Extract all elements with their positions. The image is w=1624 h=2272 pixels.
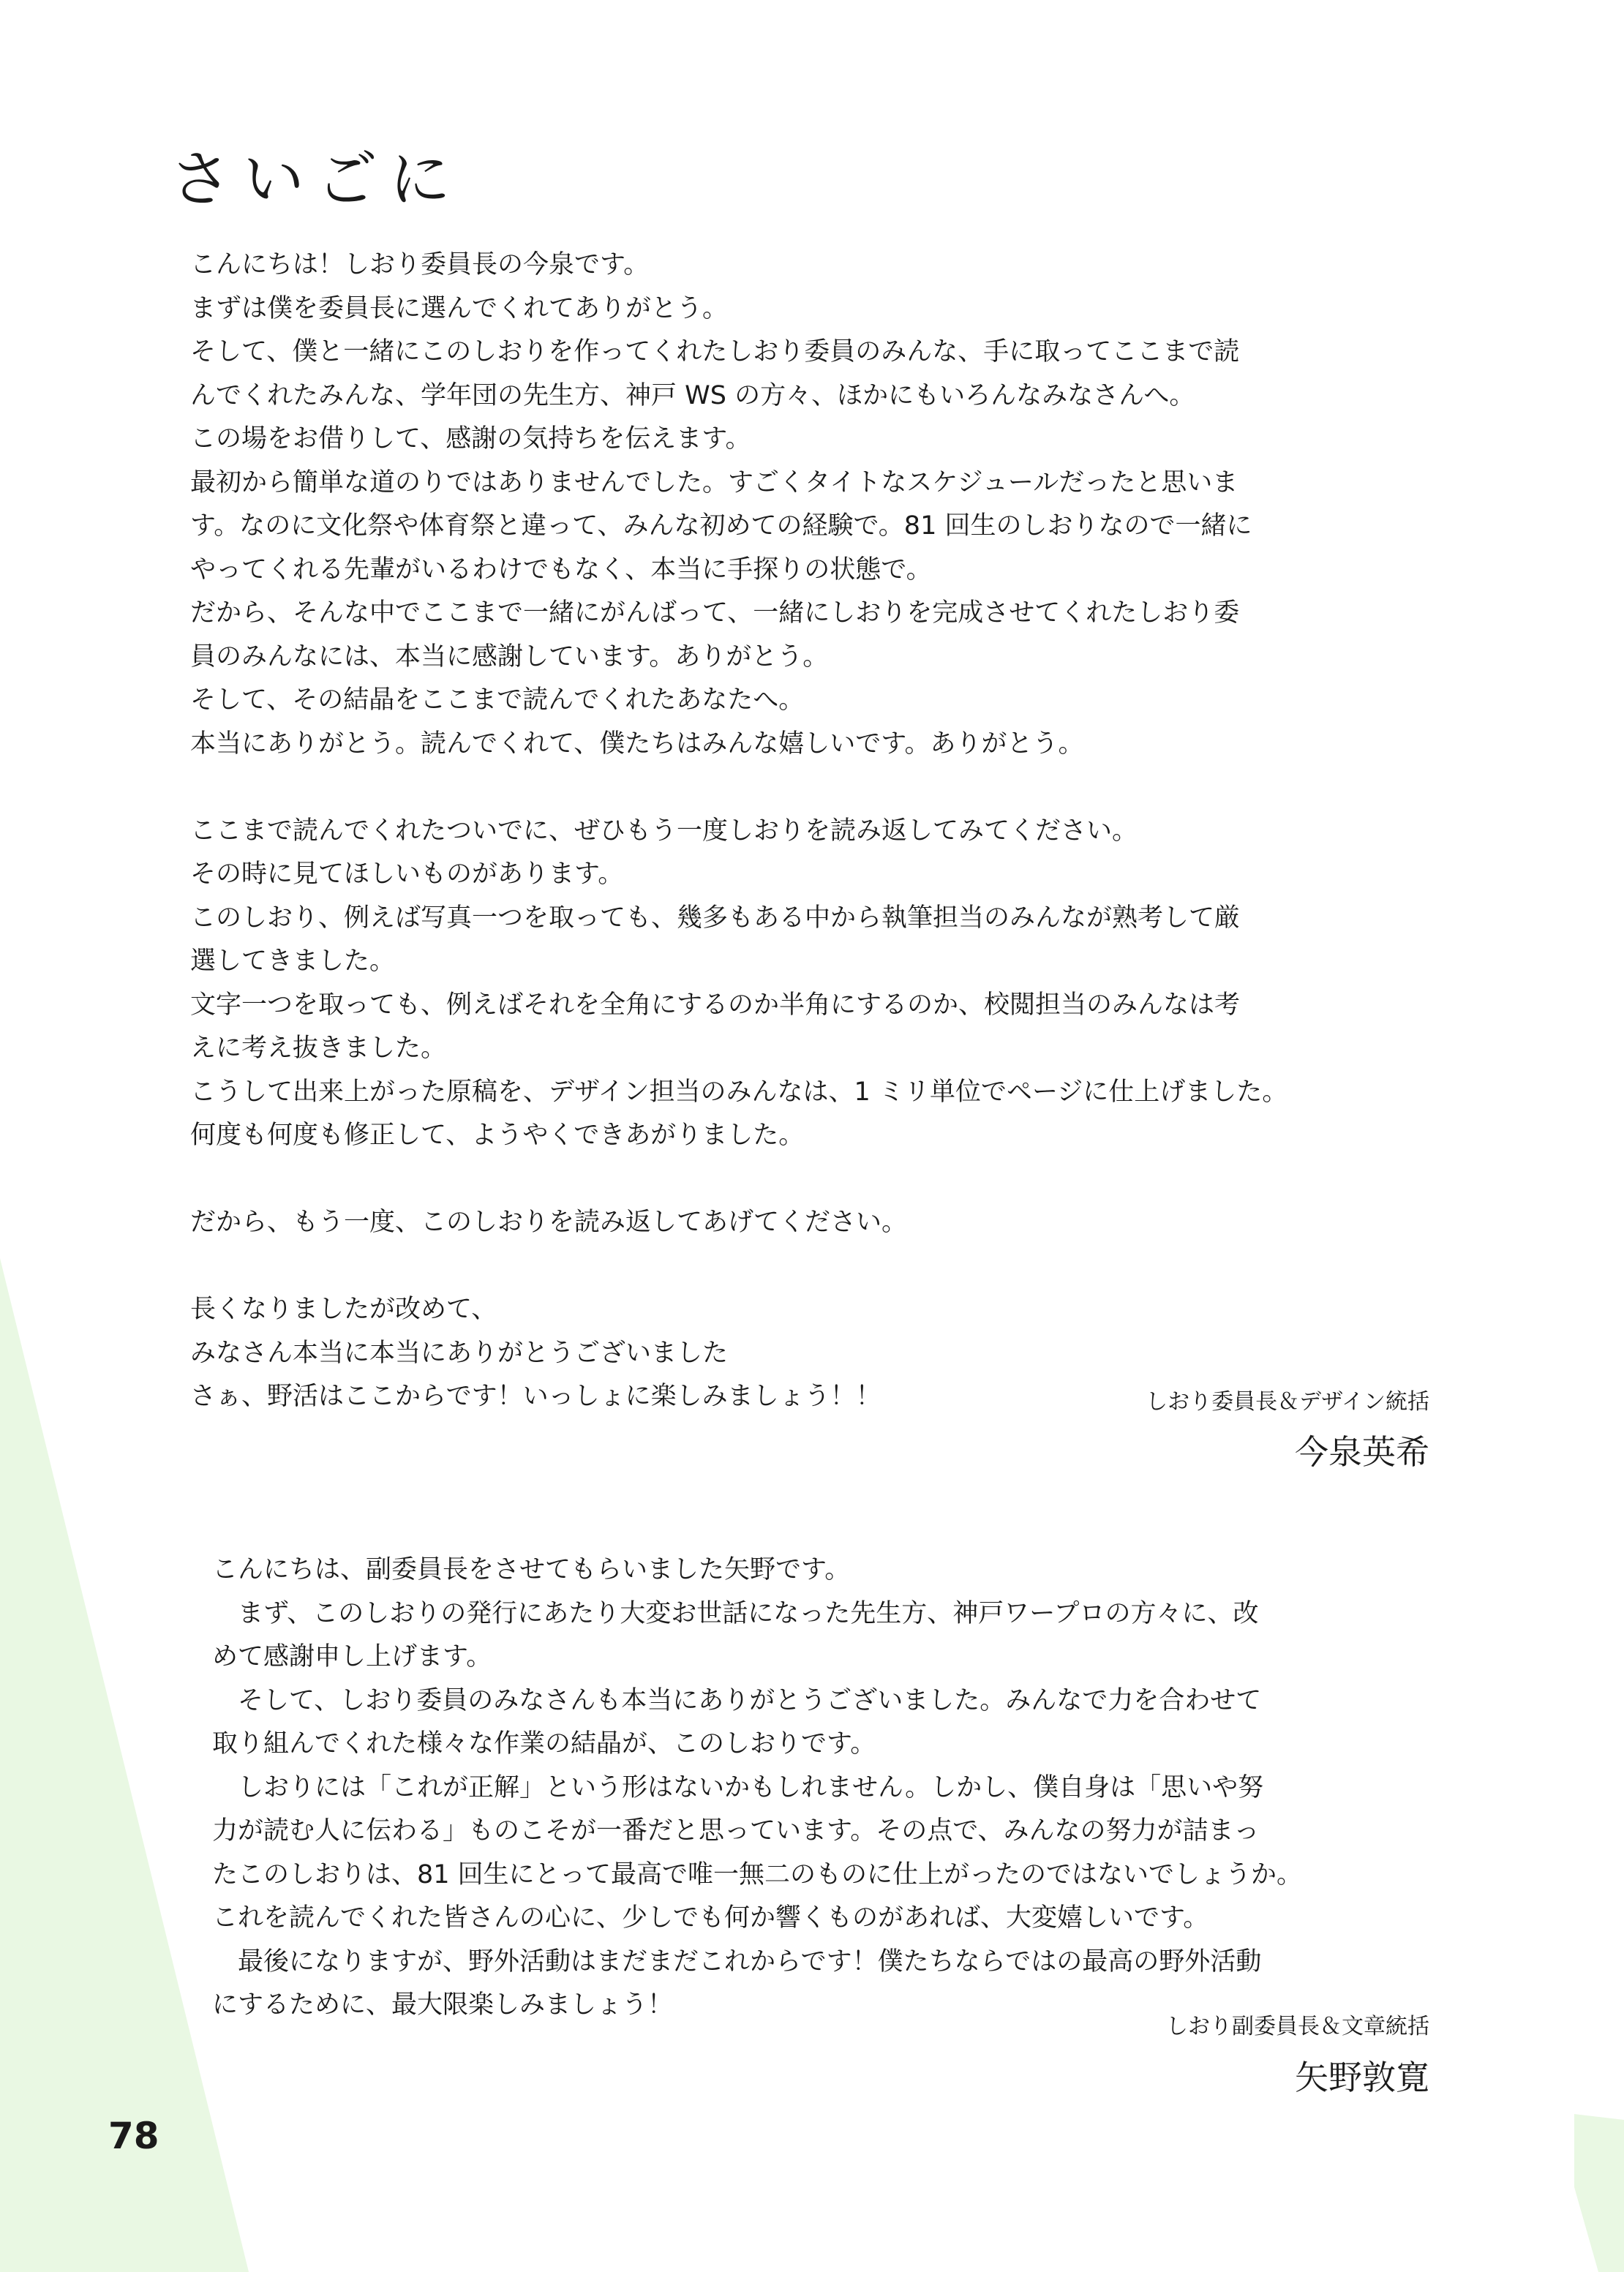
text-line: 何度も何度も修正して、ようやくできあがりました。 xyxy=(190,1121,805,1150)
text-line: この場をお借りして、感謝の気持ちを伝えます。 xyxy=(190,424,751,454)
text-line: そして、その結晶をここまで読んでくれたあなたへ。 xyxy=(190,685,805,715)
text-line: にするために、最大限楽しみましょう！ xyxy=(212,1990,674,2020)
text-line: まずは僕を委員長に選んでくれてありがとう。 xyxy=(190,293,729,323)
text-line: こんにちは！しおり委員長の今泉です。 xyxy=(190,250,650,279)
text-line: こうして出来上がった原稿を、デザイン担当のみんなは、1 ミリ単位でページに仕上げました。 xyxy=(190,1077,1288,1107)
text-line: このしおり、例えば写真一つを取っても、幾多もある中から執筆担当のみんなが熟考して厳 xyxy=(190,903,1241,933)
text-line: 員のみんなには、本当に感謝しています。ありがとう。 xyxy=(190,642,829,672)
signature-name-yano: 矢野敦寛 xyxy=(1295,2058,1429,2097)
signature-role-imaizumi: しおり委員長＆デザイン統括 xyxy=(1146,1389,1429,1415)
page-title: さいごに xyxy=(170,143,463,215)
letter-imaizumi xyxy=(190,244,1287,1419)
page-number: 78 xyxy=(108,2115,159,2157)
blank-line xyxy=(190,766,1287,810)
text-line: さぁ、野活はここからです！いっしょに楽しみましょう！！ xyxy=(190,1382,881,1411)
letter-yano xyxy=(212,1549,1302,2028)
text-line: 最後になりますが、野外活動はまだまだこれからです！僕たちならではの最高の野外活動 xyxy=(212,1946,1262,1976)
text-line: そして、僕と一緒にこのしおりを作ってくれたしおり委員のみんな、手に取ってここまで読 xyxy=(190,337,1240,366)
text-line: これを読んでくれた皆さんの心に、少しでも何か響くものがあれば、大変嬉しいです。 xyxy=(212,1903,1209,1933)
text-line: 本当にありがとう。読んでくれて、僕たちはみんな嬉しいです。ありがとう。 xyxy=(190,729,1084,759)
text-line: たこのしおりは、81 回生にとって最高で唯一無二のものに仕上がったのではないでしょうか。 xyxy=(212,1859,1302,1889)
text-line: しおりには「これが正解」という形はないかもしれません。しかし、僕自身は「思いや努 xyxy=(212,1772,1264,1802)
bottom-right-green-tab xyxy=(1574,2114,1624,2272)
blank-line xyxy=(190,1245,1287,1289)
text-line: 長くなりましたが改めて、 xyxy=(190,1295,497,1324)
signature-role-yano: しおり副委員長＆文章統括 xyxy=(1166,2014,1429,2039)
text-line: だから、そんな中でここまで一緒にがんばって、一緒にしおりを完成させてくれたしおり委 xyxy=(190,598,1240,628)
text-line: やってくれる先輩がいるわけでもなく、本当に手探りの状態で。 xyxy=(190,554,932,584)
text-line: そして、しおり委員のみなさんも本当にありがとうございました。みんなで力を合わせて xyxy=(212,1685,1262,1715)
text-line: みなさん本当に本当にありがとうございました xyxy=(190,1338,729,1368)
text-line: だから、もう一度、このしおりを読み返してあげてください。 xyxy=(190,1208,908,1237)
text-line: その時に見てほしいものがあります。 xyxy=(190,859,624,889)
text-line: 文字一つを取っても、例えばそれを全角にするのか半角にするのか、校閲担当のみんなは考 xyxy=(190,990,1241,1020)
signature-name-imaizumi: 今泉英希 xyxy=(1295,1432,1429,1472)
text-line: めて感謝申し上げます。 xyxy=(212,1642,492,1671)
text-line: 力が読む人に伝わる」ものこそが一番だと思っています。その点で、みんなの努力が詰まっ xyxy=(212,1816,1260,1846)
text-line: こんにちは、副委員長をさせてもらいました矢野です。 xyxy=(212,1555,851,1584)
blank-line xyxy=(190,1158,1287,1202)
text-line: まず、このしおりの発行にあたり大変お世話になった先生方、神戸ワープロの方々に、改 xyxy=(212,1598,1259,1628)
text-line: んでくれたみんな、学年団の先生方、神戸 WS の方々、ほかにもいろんなみなさんへ。 xyxy=(190,380,1195,410)
text-line: 最初から簡単な道のりではありませんでした。すごくタイトなスケジュールだったと思いま xyxy=(190,467,1238,497)
text-line: 選してきました。 xyxy=(190,947,396,976)
text-line: す。なのに文化祭や体育祭と違って、みんな初めての経験で。81 回生のしおりなので一緒に xyxy=(190,511,1252,541)
text-line: えに考え抜きました。 xyxy=(190,1034,447,1063)
text-line: ここまで読んでくれたついでに、ぜひもう一度しおりを読み返してみてください。 xyxy=(190,816,1138,846)
text-line: 取り組んでくれた様々な作業の結晶が、このしおりです。 xyxy=(212,1729,876,1758)
